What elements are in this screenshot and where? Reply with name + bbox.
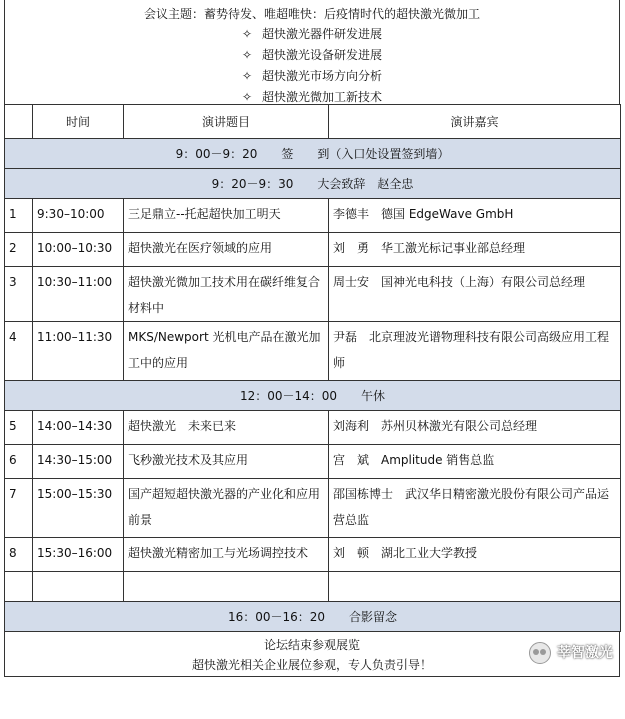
row-speaker: 刘海利 苏州贝林激光有限公司总经理 bbox=[333, 419, 538, 433]
meeting-topic-section bbox=[4, 0, 620, 104]
table-row bbox=[5, 267, 621, 322]
table-row bbox=[5, 538, 621, 572]
row-time: 15:00–15:30 bbox=[37, 487, 113, 501]
row-time: 10:30–11:00 bbox=[37, 275, 113, 289]
row-speaker: 刘 勇 华工激光标记事业部总经理 bbox=[333, 241, 526, 255]
row-speaker: 刘 顿 湖北工业大学教授 bbox=[333, 546, 478, 560]
row-title: 超快激光 未来已来 bbox=[128, 419, 237, 433]
row-title: 飞秒激光技术及其应用 bbox=[128, 453, 249, 467]
row-no: 3 bbox=[9, 275, 17, 289]
bullet-diamond-icon: ✧ bbox=[242, 69, 253, 83]
lunch-text: 12：00－14：00 午休 bbox=[5, 381, 621, 411]
closing-notice bbox=[4, 632, 620, 677]
lunch-band bbox=[5, 381, 621, 411]
header-no bbox=[5, 105, 33, 139]
row-title: MKS/Newport 光机电产品在激光加工中的应用 bbox=[128, 330, 321, 370]
row-speaker: 宫 斌 Amplitude 销售总监 bbox=[333, 453, 495, 467]
table-row bbox=[5, 479, 621, 538]
watermark bbox=[529, 642, 613, 664]
row-title: 超快激光微加工技术用在碳纤维复合材料中 bbox=[128, 275, 321, 315]
topic-item bbox=[5, 24, 619, 45]
watermark-text: 莘智激光 bbox=[557, 645, 613, 661]
topic-item bbox=[5, 66, 619, 87]
opening-band bbox=[5, 169, 621, 199]
row-speaker: 李德丰 德国 EdgeWave GmbH bbox=[333, 207, 514, 221]
photo-band bbox=[5, 602, 621, 632]
closing-line-1: 论坛结束参观展览 bbox=[263, 638, 360, 652]
header-time: 时间 bbox=[33, 105, 124, 139]
row-no: 8 bbox=[9, 546, 17, 560]
topic-text: 超快激光市场方向分析 bbox=[262, 69, 383, 83]
table-row bbox=[5, 445, 621, 479]
row-no: 2 bbox=[9, 241, 17, 255]
table-header-row bbox=[5, 105, 621, 139]
row-time: 9:30–10:00 bbox=[37, 207, 105, 221]
row-time: 14:00–14:30 bbox=[37, 419, 113, 433]
topic-item bbox=[5, 45, 619, 66]
meeting-theme: 会议主题：蓄势待发、唯超唯快：后疫情时代的超快激光微加工 bbox=[143, 7, 480, 21]
row-title: 超快激光在医疗领域的应用 bbox=[128, 241, 273, 255]
row-time: 10:00–10:30 bbox=[37, 241, 113, 255]
row-speaker: 邵国栋博士 武汉华日精密激光股份有限公司产品运营总监 bbox=[333, 487, 610, 527]
header-title: 演讲题目 bbox=[124, 105, 329, 139]
row-speaker: 周士安 国神光电科技（上海）有限公司总经理 bbox=[333, 275, 586, 289]
row-time: 15:30–16:00 bbox=[37, 546, 113, 560]
row-time: 11:00–11:30 bbox=[37, 330, 113, 344]
row-no: 5 bbox=[9, 419, 17, 433]
row-no: 1 bbox=[9, 207, 17, 221]
header-speaker: 演讲嘉宾 bbox=[329, 105, 621, 139]
table-row bbox=[5, 322, 621, 381]
agenda-table bbox=[4, 104, 621, 632]
row-title: 超快激光精密加工与光场调控技术 bbox=[128, 546, 309, 560]
topic-text: 超快激光微加工新技术 bbox=[262, 90, 383, 104]
agenda-document bbox=[4, 0, 620, 677]
row-no: 7 bbox=[9, 487, 17, 501]
table-row bbox=[5, 199, 621, 233]
row-speaker: 尹磊 北京理波光谱物理科技有限公司高级应用工程师 bbox=[333, 330, 610, 370]
bullet-diamond-icon: ✧ bbox=[242, 27, 253, 41]
topic-list bbox=[5, 24, 619, 108]
bullet-diamond-icon: ✧ bbox=[242, 48, 253, 62]
signin-band bbox=[5, 139, 621, 169]
empty-row bbox=[5, 572, 621, 602]
table-row bbox=[5, 233, 621, 267]
row-title: 国产超短超快激光器的产业化和应用前景 bbox=[128, 487, 321, 527]
row-time: 14:30–15:00 bbox=[37, 453, 113, 467]
row-no: 6 bbox=[9, 453, 17, 467]
row-no: 4 bbox=[9, 330, 17, 344]
row-title: 三足鼎立--托起超快加工明天 bbox=[128, 207, 281, 221]
closing-line-2: 超快激光相关企业展位参观，专人负责引导！ bbox=[191, 658, 432, 672]
photo-text: 16：00－16：20 合影留念 bbox=[5, 602, 621, 632]
opening-text: 9：20－9：30 大会致辞 赵全忠 bbox=[5, 169, 621, 199]
table-row bbox=[5, 411, 621, 445]
bullet-diamond-icon: ✧ bbox=[242, 90, 253, 104]
wechat-icon bbox=[529, 642, 551, 664]
signin-text: 9：00－9：20 签 到（入口处设置签到墙） bbox=[5, 139, 621, 169]
topic-text: 超快激光设备研发进展 bbox=[262, 48, 383, 62]
topic-text: 超快激光器件研发进展 bbox=[262, 27, 383, 41]
